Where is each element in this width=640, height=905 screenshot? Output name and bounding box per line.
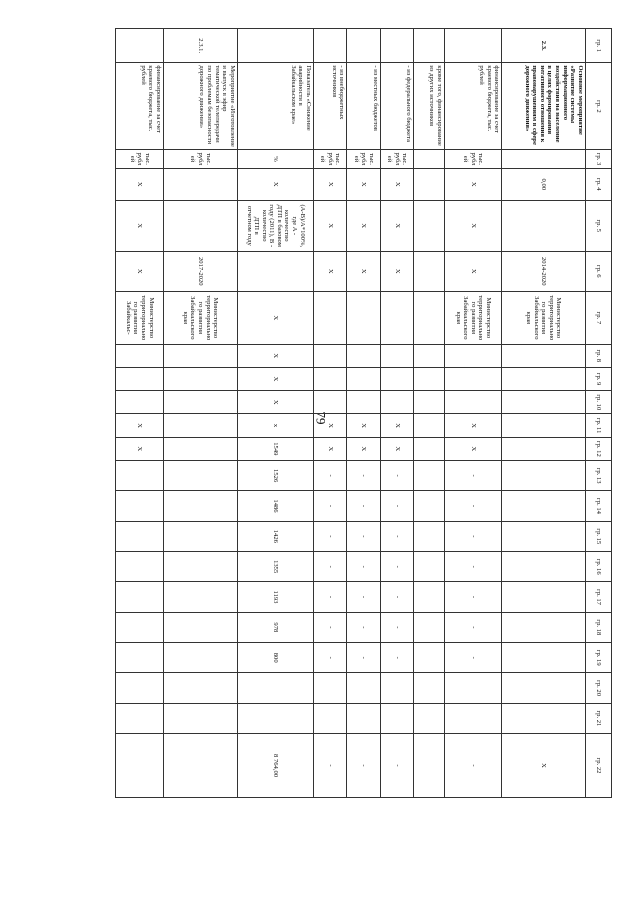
table-cell: (A-B)/A*100%, где A - количество ДТП в базовом году (2011), B - количество ДТП в отчетном году (237, 200, 313, 251)
table-cell (380, 29, 413, 63)
table-row (237, 29, 313, 798)
table-cell: 2017-2020 (163, 251, 237, 291)
table-cell (413, 582, 444, 612)
table-cell (313, 367, 346, 390)
table-cell: - (313, 521, 346, 551)
table-cell (347, 292, 380, 345)
column-header: гр. 13 (585, 460, 611, 490)
table-cell (413, 460, 444, 490)
table-cell: тыс. рублей (163, 150, 237, 168)
table-cell: кроме того, финансирование из других источников (413, 63, 444, 150)
table-cell (116, 491, 164, 521)
table-cell (163, 703, 237, 733)
column-header: гр. 10 (585, 391, 611, 414)
table-cell (413, 29, 444, 63)
table-cell: X (237, 367, 313, 390)
column-header: гр. 16 (585, 552, 611, 582)
table-cell: финансирование за счет краевого бюджета, тыс. рублей (444, 63, 501, 150)
table-cell (237, 29, 313, 63)
table-cell: - (313, 734, 346, 798)
table-cell: X (347, 414, 380, 437)
table-cell (413, 643, 444, 673)
table-cell (116, 521, 164, 551)
column-header: гр. 20 (585, 673, 611, 703)
table-cell (444, 673, 501, 703)
column-header: гр. 5 (585, 200, 611, 251)
column-header: гр. 19 (585, 643, 611, 673)
table-cell: X (380, 200, 413, 251)
table-cell (313, 673, 346, 703)
table-cell: - из местных бюджетов (347, 63, 380, 150)
table-cell: X (116, 437, 164, 460)
table-cell (163, 521, 237, 551)
table-cell (502, 491, 586, 521)
table-cell (313, 344, 346, 367)
table-cell: тыс. рублей (116, 150, 164, 168)
table-cell (163, 460, 237, 490)
table-cell: Министерство территориального развития Забайкальского края (502, 292, 586, 345)
table-cell: X (116, 168, 164, 200)
table-cell: 1486 (237, 491, 313, 521)
table-cell: Мероприятие «Изготовление и выпуск в эфир тематической телепередачи по проблемам безопасности дорожного движения» (163, 63, 237, 150)
table-cell (313, 391, 346, 414)
column-header: гр. 7 (585, 292, 611, 345)
table-cell: x (237, 414, 313, 437)
table-cell: % (237, 150, 313, 168)
table-cell: 2014-2020 (502, 251, 586, 291)
table-cell: - (444, 734, 501, 798)
table-cell: X (116, 251, 164, 291)
table-cell: - (313, 612, 346, 642)
table-cell: - (380, 460, 413, 490)
table-cell: 800 (237, 643, 313, 673)
table-row (163, 29, 237, 798)
table-cell (413, 521, 444, 551)
table-cell (163, 344, 237, 367)
table-cell (313, 292, 346, 345)
table-cell (502, 521, 586, 551)
table-cell (444, 391, 501, 414)
table-cell (380, 344, 413, 367)
table-cell (413, 414, 444, 437)
table-cell: - из внебюджетных источников (313, 63, 346, 150)
table-cell (163, 437, 237, 460)
column-header: гр. 22 (585, 734, 611, 798)
table-cell: - (347, 734, 380, 798)
table-cell (237, 673, 313, 703)
table-cell (380, 367, 413, 390)
table-cell (413, 251, 444, 291)
table-cell: X (444, 168, 501, 200)
table-cell: - (380, 643, 413, 673)
table-cell (116, 29, 164, 63)
table-cell: X (237, 168, 313, 200)
table-cell: - из федерального бюджета (380, 63, 413, 150)
table-cell (380, 391, 413, 414)
table-cell (116, 703, 164, 733)
table-cell: X (380, 437, 413, 460)
rotated-table-wrapper (115, 28, 612, 798)
table-cell (413, 200, 444, 251)
table-cell: - (444, 552, 501, 582)
table-cell: 2.3. (502, 29, 586, 63)
table-cell (413, 612, 444, 642)
table-cell: - (347, 643, 380, 673)
table-cell: X (380, 251, 413, 291)
table-cell: X (347, 437, 380, 460)
table-cell (163, 367, 237, 390)
table-cell: Основное мероприятие «Развитие системы информационного воздействия на население в целях формирования негативного отношения к правонарушениям в сфере дорожного движения» (502, 63, 586, 150)
table-cell: X (237, 391, 313, 414)
column-header: гр. 21 (585, 703, 611, 733)
table-cell (502, 673, 586, 703)
table-cell (502, 150, 586, 168)
table-cell: - (347, 582, 380, 612)
column-header: гр. 3 (585, 150, 611, 168)
table-cell (413, 552, 444, 582)
table-cell (413, 391, 444, 414)
table-cell (380, 703, 413, 733)
table-cell (444, 367, 501, 390)
table-cell (502, 643, 586, 673)
table-cell: - (444, 460, 501, 490)
page-number: 79 (313, 411, 328, 425)
table-cell (347, 703, 380, 733)
table-cell: X (444, 437, 501, 460)
column-header: гр. 6 (585, 251, 611, 291)
table-cell: X (444, 414, 501, 437)
table-cell: - (313, 552, 346, 582)
table-cell (116, 344, 164, 367)
table-cell: - (444, 612, 501, 642)
table-cell (163, 734, 237, 798)
table-cell (237, 251, 313, 291)
column-header: гр. 12 (585, 437, 611, 460)
table-cell: X (313, 414, 346, 437)
table-cell (444, 703, 501, 733)
table-cell (502, 552, 586, 582)
table-cell (502, 200, 586, 251)
table-cell: - (380, 521, 413, 551)
table-cell: 1355 (237, 552, 313, 582)
table-cell (413, 437, 444, 460)
table-cell (163, 582, 237, 612)
table-cell: Министерство территориального развития Забайкальского края (444, 292, 501, 345)
table-row (313, 29, 346, 798)
table-cell (502, 391, 586, 414)
table-cell (163, 643, 237, 673)
table-cell: X (116, 414, 164, 437)
table-cell: - (313, 582, 346, 612)
table-cell (502, 367, 586, 390)
table-cell: 1526 (237, 460, 313, 490)
table-cell (116, 367, 164, 390)
column-header: гр. 11 (585, 414, 611, 437)
table-cell: X (347, 200, 380, 251)
table-cell: тыс. рублей (380, 150, 413, 168)
table-cell (413, 367, 444, 390)
table-cell: - (444, 491, 501, 521)
table-cell: - (313, 460, 346, 490)
table-cell: тыс. рублей (444, 150, 501, 168)
column-header: гр. 2 (585, 63, 611, 150)
table-cell: - (313, 491, 346, 521)
table-cell (347, 344, 380, 367)
table-cell: - (380, 734, 413, 798)
table-cell (163, 612, 237, 642)
table-cell (502, 582, 586, 612)
table-cell: 1549 (237, 437, 313, 460)
table-cell: X (313, 168, 346, 200)
table-cell (380, 292, 413, 345)
table-cell: X (347, 168, 380, 200)
table-cell (380, 673, 413, 703)
table-cell (347, 29, 380, 63)
table-cell (347, 391, 380, 414)
table-cell: 978 (237, 612, 313, 642)
table-cell: - (380, 552, 413, 582)
table-cell: - (347, 521, 380, 551)
table-row (380, 29, 413, 798)
table-cell (413, 168, 444, 200)
table-row (413, 29, 444, 798)
column-header: гр. 14 (585, 491, 611, 521)
table-row (444, 29, 501, 798)
table-cell (116, 734, 164, 798)
column-header: гр. 9 (585, 367, 611, 390)
table-cell (163, 200, 237, 251)
table-cell: - (347, 491, 380, 521)
table-cell (502, 437, 586, 460)
table-row (347, 29, 380, 798)
table-cell (116, 460, 164, 490)
table-cell: - (380, 582, 413, 612)
table-cell (413, 344, 444, 367)
table-cell: 2.3.1. (163, 29, 237, 63)
table-cell (502, 460, 586, 490)
table-cell: - (444, 582, 501, 612)
table-row (116, 29, 164, 798)
table-cell: X (502, 734, 586, 798)
column-header: гр. 4 (585, 168, 611, 200)
table-cell (116, 582, 164, 612)
table-cell (116, 391, 164, 414)
table-cell (347, 367, 380, 390)
table-row (502, 29, 586, 798)
table-cell (413, 150, 444, 168)
table-cell (116, 552, 164, 582)
table-cell: X (380, 168, 413, 200)
table-cell (502, 414, 586, 437)
table-cell (163, 168, 237, 200)
table-cell (163, 414, 237, 437)
table-cell: - (444, 521, 501, 551)
table-cell (444, 29, 501, 63)
table-cell: 1426 (237, 521, 313, 551)
column-header: гр. 17 (585, 582, 611, 612)
table-cell: X (116, 200, 164, 251)
table-cell (163, 391, 237, 414)
header-row (585, 29, 611, 798)
program-table (115, 28, 612, 798)
table-cell: X (444, 251, 501, 291)
table-cell (163, 491, 237, 521)
column-header: гр. 1 (585, 29, 611, 63)
table-cell (116, 643, 164, 673)
table-cell: Министерство территориального развития Забайкальс- (116, 292, 164, 345)
table-cell (116, 612, 164, 642)
table-cell (116, 673, 164, 703)
table-cell: 8 764,00 (237, 734, 313, 798)
table-cell (163, 552, 237, 582)
table-cell: - (347, 612, 380, 642)
column-header: гр. 8 (585, 344, 611, 367)
table-cell: X (237, 344, 313, 367)
table-cell (413, 673, 444, 703)
table-cell (413, 491, 444, 521)
table-cell (347, 673, 380, 703)
table-cell: - (347, 552, 380, 582)
table-cell (444, 344, 501, 367)
column-header: гр. 15 (585, 521, 611, 551)
table-cell (313, 29, 346, 63)
table-cell: X (444, 200, 501, 251)
table-cell (413, 734, 444, 798)
table-cell: - (313, 643, 346, 673)
table-cell: 0,00 (502, 168, 586, 200)
table-cell: X (237, 292, 313, 345)
table-cell: тыс. рублей (313, 150, 346, 168)
table-cell: финансирование за счет краевого бюджета, тыс. рублей (116, 63, 164, 150)
table-cell (313, 703, 346, 733)
table-cell: - (347, 460, 380, 490)
table-cell: - (444, 643, 501, 673)
table-cell: - (380, 491, 413, 521)
column-header: гр. 18 (585, 612, 611, 642)
table-cell: X (347, 251, 380, 291)
table-cell: X (313, 251, 346, 291)
table-cell (413, 703, 444, 733)
table-cell: X (380, 414, 413, 437)
table-cell: X (313, 200, 346, 251)
table-cell: X (313, 437, 346, 460)
table-cell: Министерство территориального развития Забайкальского края (163, 292, 237, 345)
table-cell (502, 612, 586, 642)
table-cell: - (380, 612, 413, 642)
table-cell: 1193 (237, 582, 313, 612)
table-cell (502, 703, 586, 733)
table-cell (163, 673, 237, 703)
table-cell: тыс. рублей (347, 150, 380, 168)
table-cell (502, 344, 586, 367)
table-cell (237, 703, 313, 733)
table-cell: Показатель «Снижение аварийности в Забайкальском крае» (237, 63, 313, 150)
table-cell (413, 292, 444, 345)
